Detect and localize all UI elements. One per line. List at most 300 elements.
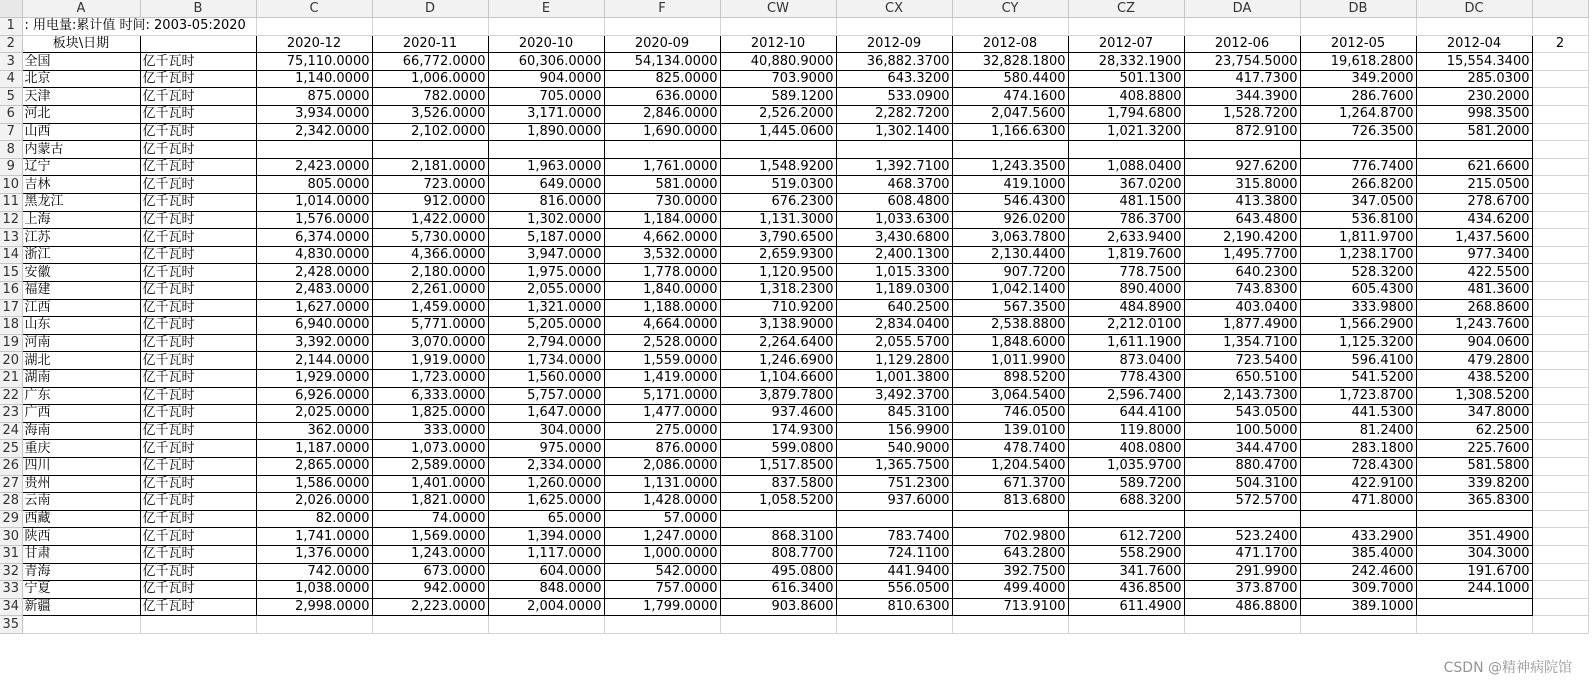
value-cell[interactable]: 2,423.0000 xyxy=(256,158,372,176)
value-cell[interactable]: 3,492.3700 xyxy=(836,387,952,405)
value-cell[interactable]: 998.3500 xyxy=(1416,106,1532,124)
row-header[interactable]: 10 xyxy=(0,176,22,194)
row-header[interactable]: 27 xyxy=(0,475,22,493)
value-cell[interactable]: 1,586.0000 xyxy=(256,475,372,493)
value-cell[interactable]: 898.5200 xyxy=(952,369,1068,387)
value-cell[interactable]: 2,004.0000 xyxy=(488,598,604,616)
region-cell[interactable]: 宁夏 xyxy=(22,581,140,599)
cell[interactable] xyxy=(1068,616,1184,634)
cell[interactable] xyxy=(604,18,720,36)
cell[interactable] xyxy=(720,18,836,36)
value-cell[interactable]: 890.4000 xyxy=(1068,282,1184,300)
row-header[interactable]: 17 xyxy=(0,299,22,317)
cell[interactable] xyxy=(1532,369,1588,387)
value-cell[interactable] xyxy=(256,141,372,159)
value-cell[interactable]: 580.4400 xyxy=(952,70,1068,88)
value-cell[interactable]: 244.1000 xyxy=(1416,581,1532,599)
unit-cell[interactable]: 亿千瓦时 xyxy=(140,158,256,176)
value-cell[interactable]: 643.2800 xyxy=(952,545,1068,563)
value-cell[interactable]: 242.4600 xyxy=(1300,563,1416,581)
unit-cell[interactable]: 亿千瓦时 xyxy=(140,246,256,264)
title-cell[interactable]: : 用电量:累计值 时间: 2003-05:2020 xyxy=(22,18,256,36)
unit-cell[interactable]: 亿千瓦时 xyxy=(140,176,256,194)
region-cell[interactable]: 吉林 xyxy=(22,176,140,194)
value-cell[interactable]: 1,566.2900 xyxy=(1300,317,1416,335)
column-header[interactable]: DC xyxy=(1416,0,1532,18)
row-header[interactable]: 13 xyxy=(0,229,22,247)
value-cell[interactable]: 1,840.0000 xyxy=(604,282,720,300)
value-cell[interactable]: 283.1800 xyxy=(1300,440,1416,458)
row-header[interactable]: 25 xyxy=(0,440,22,458)
cell[interactable] xyxy=(488,616,604,634)
value-cell[interactable]: 2,086.0000 xyxy=(604,457,720,475)
value-cell[interactable]: 643.3200 xyxy=(836,70,952,88)
value-cell[interactable]: 2,264.6400 xyxy=(720,334,836,352)
value-cell[interactable]: 2,428.0000 xyxy=(256,264,372,282)
value-cell[interactable]: 808.7700 xyxy=(720,545,836,563)
value-cell[interactable]: 710.9200 xyxy=(720,299,836,317)
unit-cell[interactable]: 亿千瓦时 xyxy=(140,194,256,212)
value-cell[interactable]: 728.4300 xyxy=(1300,457,1416,475)
cell[interactable] xyxy=(1416,18,1532,36)
value-cell[interactable] xyxy=(1416,141,1532,159)
value-cell[interactable]: 3,138.9000 xyxy=(720,317,836,335)
value-cell[interactable]: 351.4900 xyxy=(1416,528,1532,546)
cell[interactable] xyxy=(720,616,836,634)
region-cell[interactable]: 湖北 xyxy=(22,352,140,370)
row-header[interactable]: 34 xyxy=(0,598,22,616)
value-cell[interactable]: 942.0000 xyxy=(372,581,488,599)
value-cell[interactable]: 1,963.0000 xyxy=(488,158,604,176)
value-cell[interactable]: 825.0000 xyxy=(604,70,720,88)
value-cell[interactable]: 3,392.0000 xyxy=(256,334,372,352)
unit-cell[interactable]: 亿千瓦时 xyxy=(140,299,256,317)
value-cell[interactable]: 977.3400 xyxy=(1416,246,1532,264)
value-cell[interactable]: 723.5400 xyxy=(1184,352,1300,370)
unit-cell[interactable]: 亿千瓦时 xyxy=(140,440,256,458)
value-cell[interactable]: 848.0000 xyxy=(488,581,604,599)
cell[interactable] xyxy=(1532,422,1588,440)
region-cell[interactable]: 重庆 xyxy=(22,440,140,458)
value-cell[interactable]: 1,131.0000 xyxy=(604,475,720,493)
unit-cell[interactable]: 亿千瓦时 xyxy=(140,70,256,88)
value-cell[interactable]: 419.1000 xyxy=(952,176,1068,194)
value-cell[interactable]: 556.0500 xyxy=(836,581,952,599)
region-cell[interactable]: 湖南 xyxy=(22,369,140,387)
region-cell[interactable]: 青海 xyxy=(22,563,140,581)
value-cell[interactable]: 1,975.0000 xyxy=(488,264,604,282)
column-header[interactable]: CW xyxy=(720,0,836,18)
value-cell[interactable]: 2,528.0000 xyxy=(604,334,720,352)
value-cell[interactable]: 611.4900 xyxy=(1068,598,1184,616)
value-cell[interactable]: 868.3100 xyxy=(720,528,836,546)
value-cell[interactable]: 1,042.1400 xyxy=(952,282,1068,300)
value-cell[interactable]: 1,734.0000 xyxy=(488,352,604,370)
value-cell[interactable]: 62.2500 xyxy=(1416,422,1532,440)
value-cell[interactable]: 2,143.7300 xyxy=(1184,387,1300,405)
region-cell[interactable]: 上海 xyxy=(22,211,140,229)
date-header-cell[interactable]: 2012-05 xyxy=(1300,35,1416,53)
region-cell[interactable]: 云南 xyxy=(22,493,140,511)
row-header[interactable]: 29 xyxy=(0,510,22,528)
value-cell[interactable]: 266.8200 xyxy=(1300,176,1416,194)
value-cell[interactable]: 937.6000 xyxy=(836,493,952,511)
cell[interactable] xyxy=(140,616,256,634)
row-header[interactable]: 14 xyxy=(0,246,22,264)
value-cell[interactable]: 5,205.0000 xyxy=(488,317,604,335)
value-cell[interactable]: 3,063.7800 xyxy=(952,229,1068,247)
value-cell[interactable]: 1,038.0000 xyxy=(256,581,372,599)
value-cell[interactable]: 1,799.0000 xyxy=(604,598,720,616)
date-header-cell[interactable] xyxy=(140,35,256,53)
unit-cell[interactable]: 亿千瓦时 xyxy=(140,106,256,124)
row-header[interactable]: 6 xyxy=(0,106,22,124)
value-cell[interactable]: 1,723.0000 xyxy=(372,369,488,387)
cell[interactable] xyxy=(1300,18,1416,36)
unit-cell[interactable]: 亿千瓦时 xyxy=(140,528,256,546)
value-cell[interactable]: 417.7300 xyxy=(1184,70,1300,88)
date-header-cell[interactable]: 2 xyxy=(1532,35,1588,53)
cell[interactable] xyxy=(1532,176,1588,194)
value-cell[interactable]: 1,302.0000 xyxy=(488,211,604,229)
value-cell[interactable]: 845.3100 xyxy=(836,405,952,423)
value-cell[interactable] xyxy=(836,510,952,528)
value-cell[interactable]: 2,130.4400 xyxy=(952,246,1068,264)
value-cell[interactable]: 468.3700 xyxy=(836,176,952,194)
value-cell[interactable]: 783.7400 xyxy=(836,528,952,546)
region-cell[interactable]: 天津 xyxy=(22,88,140,106)
value-cell[interactable] xyxy=(952,141,1068,159)
cell[interactable] xyxy=(256,18,372,36)
value-cell[interactable]: 2,223.0000 xyxy=(372,598,488,616)
column-header[interactable]: CX xyxy=(836,0,952,18)
value-cell[interactable]: 5,771.0000 xyxy=(372,317,488,335)
region-cell[interactable]: 陕西 xyxy=(22,528,140,546)
cell[interactable] xyxy=(1532,387,1588,405)
value-cell[interactable]: 3,526.0000 xyxy=(372,106,488,124)
value-cell[interactable]: 2,181.0000 xyxy=(372,158,488,176)
value-cell[interactable]: 1,264.8700 xyxy=(1300,106,1416,124)
value-cell[interactable]: 1,140.0000 xyxy=(256,70,372,88)
value-cell[interactable]: 2,212.0100 xyxy=(1068,317,1184,335)
cell[interactable] xyxy=(488,18,604,36)
value-cell[interactable]: 3,947.0000 xyxy=(488,246,604,264)
value-cell[interactable]: 422.9100 xyxy=(1300,475,1416,493)
value-cell[interactable]: 567.3500 xyxy=(952,299,1068,317)
value-cell[interactable]: 1,104.6600 xyxy=(720,369,836,387)
value-cell[interactable]: 6,374.0000 xyxy=(256,229,372,247)
date-header-cell[interactable]: 2012-07 xyxy=(1068,35,1184,53)
value-cell[interactable]: 66,772.0000 xyxy=(372,53,488,71)
value-cell[interactable]: 927.6200 xyxy=(1184,158,1300,176)
value-cell[interactable]: 1,437.5600 xyxy=(1416,229,1532,247)
value-cell[interactable]: 413.3800 xyxy=(1184,194,1300,212)
row-header[interactable]: 31 xyxy=(0,545,22,563)
value-cell[interactable]: 1,761.0000 xyxy=(604,158,720,176)
value-cell[interactable]: 1,376.0000 xyxy=(256,545,372,563)
value-cell[interactable]: 441.5300 xyxy=(1300,405,1416,423)
value-cell[interactable]: 1,559.0000 xyxy=(604,352,720,370)
value-cell[interactable]: 438.5200 xyxy=(1416,369,1532,387)
value-cell[interactable]: 1,548.9200 xyxy=(720,158,836,176)
row-header[interactable]: 1 xyxy=(0,18,22,36)
region-cell[interactable]: 甘肃 xyxy=(22,545,140,563)
value-cell[interactable]: 2,794.0000 xyxy=(488,334,604,352)
value-cell[interactable]: 291.9900 xyxy=(1184,563,1300,581)
value-cell[interactable]: 937.4600 xyxy=(720,405,836,423)
value-cell[interactable]: 268.8600 xyxy=(1416,299,1532,317)
value-cell[interactable]: 4,366.0000 xyxy=(372,246,488,264)
value-cell[interactable]: 36,882.3700 xyxy=(836,53,952,71)
value-cell[interactable]: 786.3700 xyxy=(1068,211,1184,229)
value-cell[interactable]: 339.8200 xyxy=(1416,475,1532,493)
value-cell[interactable]: 65.0000 xyxy=(488,510,604,528)
value-cell[interactable]: 1,189.0300 xyxy=(836,282,952,300)
cell[interactable] xyxy=(1532,211,1588,229)
value-cell[interactable]: 724.1100 xyxy=(836,545,952,563)
row-header[interactable]: 4 xyxy=(0,70,22,88)
row-header[interactable]: 32 xyxy=(0,563,22,581)
value-cell[interactable]: 1,929.0000 xyxy=(256,369,372,387)
unit-cell[interactable]: 亿千瓦时 xyxy=(140,123,256,141)
cell[interactable] xyxy=(1184,616,1300,634)
value-cell[interactable]: 2,834.0400 xyxy=(836,317,952,335)
cell[interactable] xyxy=(1532,158,1588,176)
value-cell[interactable]: 304.0000 xyxy=(488,422,604,440)
row-header[interactable]: 5 xyxy=(0,88,22,106)
cell[interactable] xyxy=(952,616,1068,634)
value-cell[interactable]: 19,618.2800 xyxy=(1300,53,1416,71)
cell[interactable] xyxy=(1532,510,1588,528)
value-cell[interactable]: 1,354.7100 xyxy=(1184,334,1300,352)
value-cell[interactable]: 1,120.9500 xyxy=(720,264,836,282)
value-cell[interactable]: 730.0000 xyxy=(604,194,720,212)
column-header[interactable]: B xyxy=(140,0,256,18)
value-cell[interactable]: 2,334.0000 xyxy=(488,457,604,475)
value-cell[interactable]: 174.9300 xyxy=(720,422,836,440)
value-cell[interactable]: 471.1700 xyxy=(1184,545,1300,563)
value-cell[interactable] xyxy=(372,141,488,159)
value-cell[interactable]: 671.3700 xyxy=(952,475,1068,493)
unit-cell[interactable]: 亿千瓦时 xyxy=(140,405,256,423)
column-header[interactable]: DA xyxy=(1184,0,1300,18)
value-cell[interactable]: 1,033.6300 xyxy=(836,211,952,229)
value-cell[interactable]: 1,308.5200 xyxy=(1416,387,1532,405)
date-header-cell[interactable]: 2012-09 xyxy=(836,35,952,53)
value-cell[interactable]: 1,495.7700 xyxy=(1184,246,1300,264)
value-cell[interactable]: 837.5800 xyxy=(720,475,836,493)
column-header[interactable]: D xyxy=(372,0,488,18)
value-cell[interactable]: 495.0800 xyxy=(720,563,836,581)
column-header[interactable]: A xyxy=(22,0,140,18)
value-cell[interactable]: 275.0000 xyxy=(604,422,720,440)
date-header-cell[interactable]: 2012-06 xyxy=(1184,35,1300,53)
region-cell[interactable]: 贵州 xyxy=(22,475,140,493)
value-cell[interactable]: 1,001.3800 xyxy=(836,369,952,387)
value-cell[interactable]: 907.7200 xyxy=(952,264,1068,282)
value-cell[interactable]: 742.0000 xyxy=(256,563,372,581)
value-cell[interactable]: 1,569.0000 xyxy=(372,528,488,546)
value-cell[interactable]: 810.6300 xyxy=(836,598,952,616)
value-cell[interactable]: 1,723.8700 xyxy=(1300,387,1416,405)
cell[interactable] xyxy=(372,18,488,36)
value-cell[interactable]: 333.9800 xyxy=(1300,299,1416,317)
cell[interactable] xyxy=(1532,317,1588,335)
value-cell[interactable]: 1,166.6300 xyxy=(952,123,1068,141)
value-cell[interactable]: 75,110.0000 xyxy=(256,53,372,71)
value-cell[interactable]: 726.3500 xyxy=(1300,123,1416,141)
value-cell[interactable]: 484.8900 xyxy=(1068,299,1184,317)
region-cell[interactable]: 浙江 xyxy=(22,246,140,264)
value-cell[interactable]: 523.2400 xyxy=(1184,528,1300,546)
row-header[interactable]: 16 xyxy=(0,282,22,300)
value-cell[interactable]: 3,070.0000 xyxy=(372,334,488,352)
value-cell[interactable]: 309.7000 xyxy=(1300,581,1416,599)
unit-cell[interactable]: 亿千瓦时 xyxy=(140,581,256,599)
value-cell[interactable]: 621.6600 xyxy=(1416,158,1532,176)
unit-cell[interactable]: 亿千瓦时 xyxy=(140,387,256,405)
value-cell[interactable]: 4,830.0000 xyxy=(256,246,372,264)
value-cell[interactable]: 479.2800 xyxy=(1416,352,1532,370)
value-cell[interactable]: 57.0000 xyxy=(604,510,720,528)
value-cell[interactable]: 880.4700 xyxy=(1184,457,1300,475)
value-cell[interactable]: 2,483.0000 xyxy=(256,282,372,300)
value-cell[interactable]: 872.9100 xyxy=(1184,123,1300,141)
date-header-cell[interactable]: 2020-10 xyxy=(488,35,604,53)
value-cell[interactable]: 536.8100 xyxy=(1300,211,1416,229)
value-cell[interactable]: 2,998.0000 xyxy=(256,598,372,616)
value-cell[interactable] xyxy=(952,510,1068,528)
value-cell[interactable]: 1,058.5200 xyxy=(720,493,836,511)
value-cell[interactable]: 1,647.0000 xyxy=(488,405,604,423)
value-cell[interactable]: 1,877.4900 xyxy=(1184,317,1300,335)
region-cell[interactable]: 西藏 xyxy=(22,510,140,528)
value-cell[interactable]: 1,690.0000 xyxy=(604,123,720,141)
value-cell[interactable]: 385.4000 xyxy=(1300,545,1416,563)
value-cell[interactable]: 926.0200 xyxy=(952,211,1068,229)
value-cell[interactable]: 4,662.0000 xyxy=(604,229,720,247)
select-all-corner[interactable] xyxy=(0,0,22,18)
value-cell[interactable]: 3,934.0000 xyxy=(256,106,372,124)
value-cell[interactable]: 572.5700 xyxy=(1184,493,1300,511)
value-cell[interactable]: 875.0000 xyxy=(256,88,372,106)
value-cell[interactable]: 2,055.0000 xyxy=(488,282,604,300)
value-cell[interactable]: 32,828.1800 xyxy=(952,53,1068,71)
value-cell[interactable]: 596.4100 xyxy=(1300,352,1416,370)
cell[interactable] xyxy=(836,616,952,634)
date-header-cell[interactable]: 2012-08 xyxy=(952,35,1068,53)
cell[interactable] xyxy=(1532,440,1588,458)
value-cell[interactable] xyxy=(1184,510,1300,528)
value-cell[interactable]: 504.3100 xyxy=(1184,475,1300,493)
value-cell[interactable]: 1,015.3300 xyxy=(836,264,952,282)
cell[interactable] xyxy=(22,616,140,634)
region-cell[interactable]: 新疆 xyxy=(22,598,140,616)
row-header[interactable]: 23 xyxy=(0,405,22,423)
value-cell[interactable]: 23,754.5000 xyxy=(1184,53,1300,71)
value-cell[interactable]: 782.0000 xyxy=(372,88,488,106)
value-cell[interactable]: 1,006.0000 xyxy=(372,70,488,88)
cell[interactable] xyxy=(372,616,488,634)
region-cell[interactable]: 黑龙江 xyxy=(22,194,140,212)
value-cell[interactable]: 347.8000 xyxy=(1416,405,1532,423)
value-cell[interactable]: 2,282.7200 xyxy=(836,106,952,124)
value-cell[interactable]: 1,394.0000 xyxy=(488,528,604,546)
value-cell[interactable]: 903.8600 xyxy=(720,598,836,616)
region-cell[interactable]: 全国 xyxy=(22,53,140,71)
value-cell[interactable]: 705.0000 xyxy=(488,88,604,106)
value-cell[interactable]: 644.4100 xyxy=(1068,405,1184,423)
value-cell[interactable]: 389.1000 xyxy=(1300,598,1416,616)
value-cell[interactable]: 441.9400 xyxy=(836,563,952,581)
row-header[interactable]: 3 xyxy=(0,53,22,71)
value-cell[interactable]: 1,125.3200 xyxy=(1300,334,1416,352)
value-cell[interactable]: 1,422.0000 xyxy=(372,211,488,229)
unit-cell[interactable]: 亿千瓦时 xyxy=(140,282,256,300)
value-cell[interactable]: 1,365.7500 xyxy=(836,457,952,475)
row-header[interactable]: 11 xyxy=(0,194,22,212)
cell[interactable] xyxy=(1532,475,1588,493)
cell[interactable] xyxy=(1532,405,1588,423)
column-header[interactable] xyxy=(1532,0,1588,18)
cell[interactable] xyxy=(1532,194,1588,212)
value-cell[interactable]: 1,392.7100 xyxy=(836,158,952,176)
value-cell[interactable]: 616.3400 xyxy=(720,581,836,599)
value-cell[interactable]: 1,302.1400 xyxy=(836,123,952,141)
column-header[interactable]: CY xyxy=(952,0,1068,18)
value-cell[interactable]: 408.8800 xyxy=(1068,88,1184,106)
value-cell[interactable]: 481.3600 xyxy=(1416,282,1532,300)
region-cell[interactable]: 河北 xyxy=(22,106,140,124)
row-header[interactable]: 26 xyxy=(0,457,22,475)
value-cell[interactable]: 74.0000 xyxy=(372,510,488,528)
row-header[interactable]: 8 xyxy=(0,141,22,159)
value-cell[interactable]: 486.8800 xyxy=(1184,598,1300,616)
cell[interactable] xyxy=(836,18,952,36)
value-cell[interactable]: 3,879.7800 xyxy=(720,387,836,405)
value-cell[interactable]: 876.0000 xyxy=(604,440,720,458)
value-cell[interactable] xyxy=(720,141,836,159)
cell[interactable] xyxy=(1532,282,1588,300)
date-header-cell[interactable]: 2020-12 xyxy=(256,35,372,53)
value-cell[interactable]: 100.5000 xyxy=(1184,422,1300,440)
value-cell[interactable]: 481.1500 xyxy=(1068,194,1184,212)
value-cell[interactable]: 82.0000 xyxy=(256,510,372,528)
value-cell[interactable]: 2,659.9300 xyxy=(720,246,836,264)
region-cell[interactable]: 山西 xyxy=(22,123,140,141)
value-cell[interactable]: 1,131.3000 xyxy=(720,211,836,229)
value-cell[interactable]: 636.0000 xyxy=(604,88,720,106)
value-cell[interactable]: 702.9800 xyxy=(952,528,1068,546)
cell[interactable] xyxy=(1532,53,1588,71)
cell[interactable] xyxy=(1532,528,1588,546)
value-cell[interactable]: 474.1600 xyxy=(952,88,1068,106)
value-cell[interactable]: 191.6700 xyxy=(1416,563,1532,581)
value-cell[interactable]: 778.4300 xyxy=(1068,369,1184,387)
value-cell[interactable]: 1,778.0000 xyxy=(604,264,720,282)
value-cell[interactable]: 2,055.5700 xyxy=(836,334,952,352)
cell[interactable] xyxy=(1532,545,1588,563)
value-cell[interactable]: 1,321.0000 xyxy=(488,299,604,317)
cell[interactable] xyxy=(1532,229,1588,247)
cell[interactable] xyxy=(1300,616,1416,634)
unit-cell[interactable]: 亿千瓦时 xyxy=(140,563,256,581)
value-cell[interactable]: 1,246.6900 xyxy=(720,352,836,370)
value-cell[interactable]: 589.1200 xyxy=(720,88,836,106)
value-cell[interactable]: 1,560.0000 xyxy=(488,369,604,387)
value-cell[interactable]: 1,919.0000 xyxy=(372,352,488,370)
value-cell[interactable]: 643.4800 xyxy=(1184,211,1300,229)
